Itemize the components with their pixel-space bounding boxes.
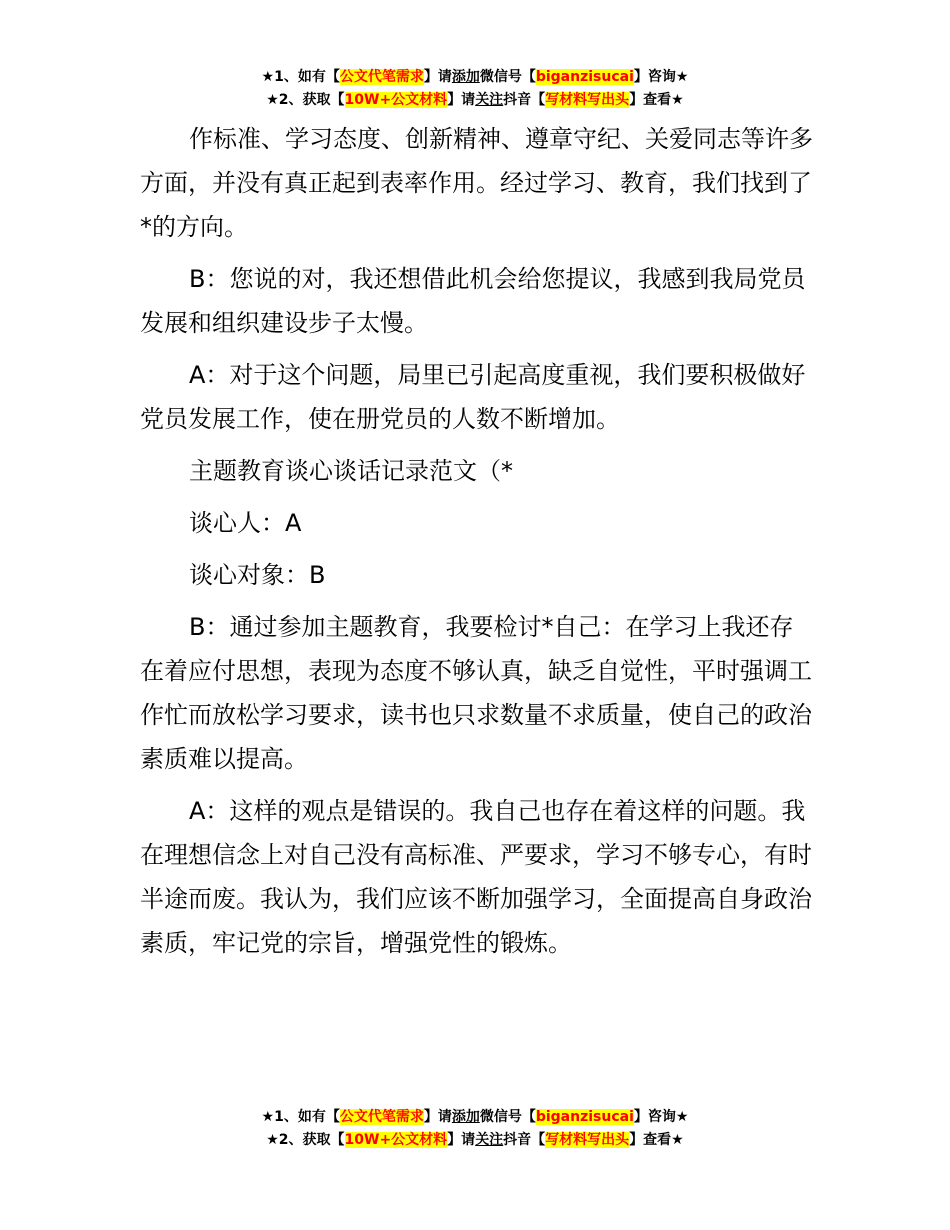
emphasis-text: 关注 [475,92,504,108]
banner-text: 】咨询★ [633,69,689,85]
banner-line-2 [0,1129,950,1152]
banner-text: 】请 [447,1132,476,1148]
banner-line-1 [0,66,950,89]
highlight-text: 公文代笔需求 [339,1109,424,1125]
banner-text: ★1、如有【 [261,69,340,85]
talker-line: 谈心人：A [189,509,302,537]
talk-target-line: 谈心对象：B [189,561,326,589]
footer-banner [0,1106,950,1152]
banner-text: 】查看★ [629,1132,684,1148]
banner-line-2 [0,89,950,112]
emphasis-text: 添加 [451,1109,480,1125]
banner-text: 】请 [423,1109,452,1125]
banner-text: 抖音【 [503,1132,546,1148]
banner-text: 】请 [423,69,452,85]
banner-text: ★2、获取【 [266,92,345,108]
banner-text: ★1、如有【 [261,1109,340,1125]
banner-text: ★2、获取【 [266,1132,345,1148]
section-title: 主题教育谈心谈话记录范文（* [189,457,513,485]
banner-text: 】查看★ [629,92,684,108]
paragraph: B：您说的对，我还想借此机会给您提议，我感到我局党员发展和组织建设步子太慢。 [140,265,806,337]
emphasis-text: 关注 [475,1132,504,1148]
banner-text: 抖音【 [503,92,546,108]
douyin-id: 写材料写出头 [545,92,630,108]
header-banner [0,66,950,112]
banner-text: 微信号【 [479,1109,536,1125]
paragraph: A：对于这个问题，局里已引起高度重视，我们要积极做好党员发展工作，使在册党员的人数不断增加。 [140,361,806,433]
banner-text: 】请 [447,92,476,108]
banner-text: 】咨询★ [633,1109,689,1125]
highlight-text: 10W+公文材料 [344,1132,448,1148]
paragraph: A：这样的观点是错误的。我自己也存在着这样的问题。我在理想信念上对自己没有高标准、严要求，学习不够专心，有时半途而废。我认为，我们应该不断加强学习，全面提高自身政治素质，牢记党的宗旨，增强党性的锻炼。 [140,797,812,957]
douyin-id: 写材料写出头 [545,1132,630,1148]
highlight-text: 10W+公文材料 [344,92,448,108]
banner-line-1 [0,1106,950,1129]
banner-text: 微信号【 [479,69,536,85]
paragraph: B：通过参加主题教育，我要检讨*自己：在学习上我还存在着应付思想，表现为态度不够认真，缺乏自觉性，平时强调工作忙而放松学习要求，读书也只求数量不求质量，使自己的政治素质难以提高。 [140,613,812,773]
paragraph: 作标准、学习态度、创新精神、遵章守纪、关爱同志等许多方面，并没有真正起到表率作用。经过学习、教育，我们找到了*的方向。 [140,125,813,241]
wechat-id: biganzisucai [535,1109,634,1125]
wechat-id: biganzisucai [535,69,634,85]
emphasis-text: 添加 [451,69,480,85]
highlight-text: 公文代笔需求 [339,69,424,85]
document-body [140,117,815,973]
